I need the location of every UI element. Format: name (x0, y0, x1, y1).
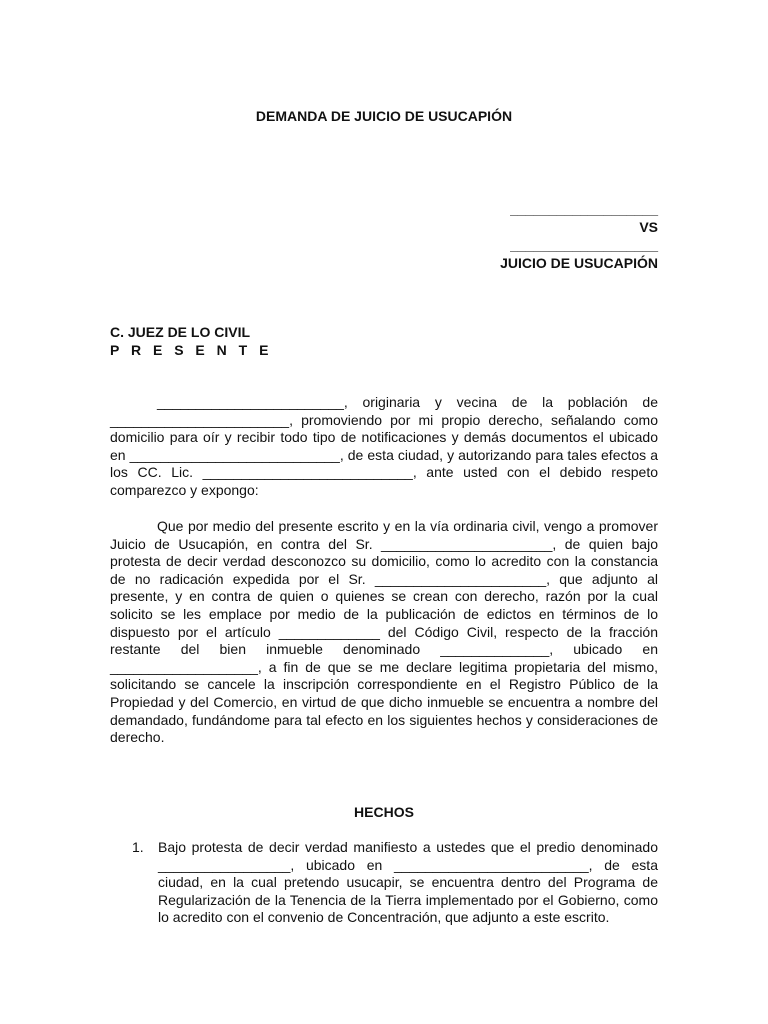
caption-case-type: JUICIO DE USUCAPIÓN (500, 255, 658, 271)
paragraph-claim: Que por medio del presente escrito y en la vía ordinaria civil, vengo a promover Juicio de Usucapión, en contra del Sr. ______________________, de quien bajo protesta de decir verdad desconozco su domicilio, como lo acredito con la constancia de no radicación expedida por el Sr. ______________________, que adjunto al presente, y en contra de quien o quienes se crean con derecho, razón por la cual solicito se les emplace por medio de la publicación de edictos en términos de lo dispuesto por el artículo _____________ del Código Civil, respecto de la fracción restante del bien inmueble denominado ______________, ubicado en ___________________, a fin de que se me declare legitima propietaria del mismo, solicitando se cancele la inscripción correspondiente en el Registro Público de la Propiedad y del Comercio, en virtud de que dicho inmueble se encuentra a nombre del demandado, fundándome para tal efecto en los siguientes hechos y consideraciones de derecho. (110, 518, 658, 746)
addressee-presente: P R E S E N T E (110, 342, 273, 358)
document-title: DEMANDA DE JUICIO DE USUCAPIÓN (255, 108, 513, 124)
caption-plaintiff-line: ___________________ (510, 201, 658, 217)
list-item-text: Bajo protesta de decir verdad manifiesto a ustedes que el predio denominado _________________, ubicado en _________________________, de esta ciudad, en la cual pretendo usucapir, se encuentra dentro del Programa de Regularización de la Tenencia de la Tierra implementado por el Gobierno, como lo acredito con el convenio de Concentración, que adjunto a este escrito. (158, 839, 658, 926)
addressee-judge: C. JUEZ DE LO CIVIL (110, 324, 251, 340)
hechos-list (110, 839, 658, 927)
paragraph-introduction: ________________________, originaria y vecina de la población de _______________________, promoviendo por mi propio derecho, señalando como domicilio para oír y recibir todo tipo de notificaciones y demás documentos el ubicado en ___________________________, de esta ciudad, y autorizando para tales efectos a los CC. Lic. ___________________________, ante usted con el debido respeto comparezco y expongo: (110, 394, 658, 498)
list-item (110, 839, 658, 927)
list-item-number: 1. (132, 839, 144, 855)
caption-defendant-line: ___________________ (510, 237, 658, 253)
case-caption (478, 200, 658, 272)
addressee (110, 323, 272, 359)
hechos-heading: HECHOS (354, 804, 414, 820)
caption-vs: VS (639, 219, 658, 235)
